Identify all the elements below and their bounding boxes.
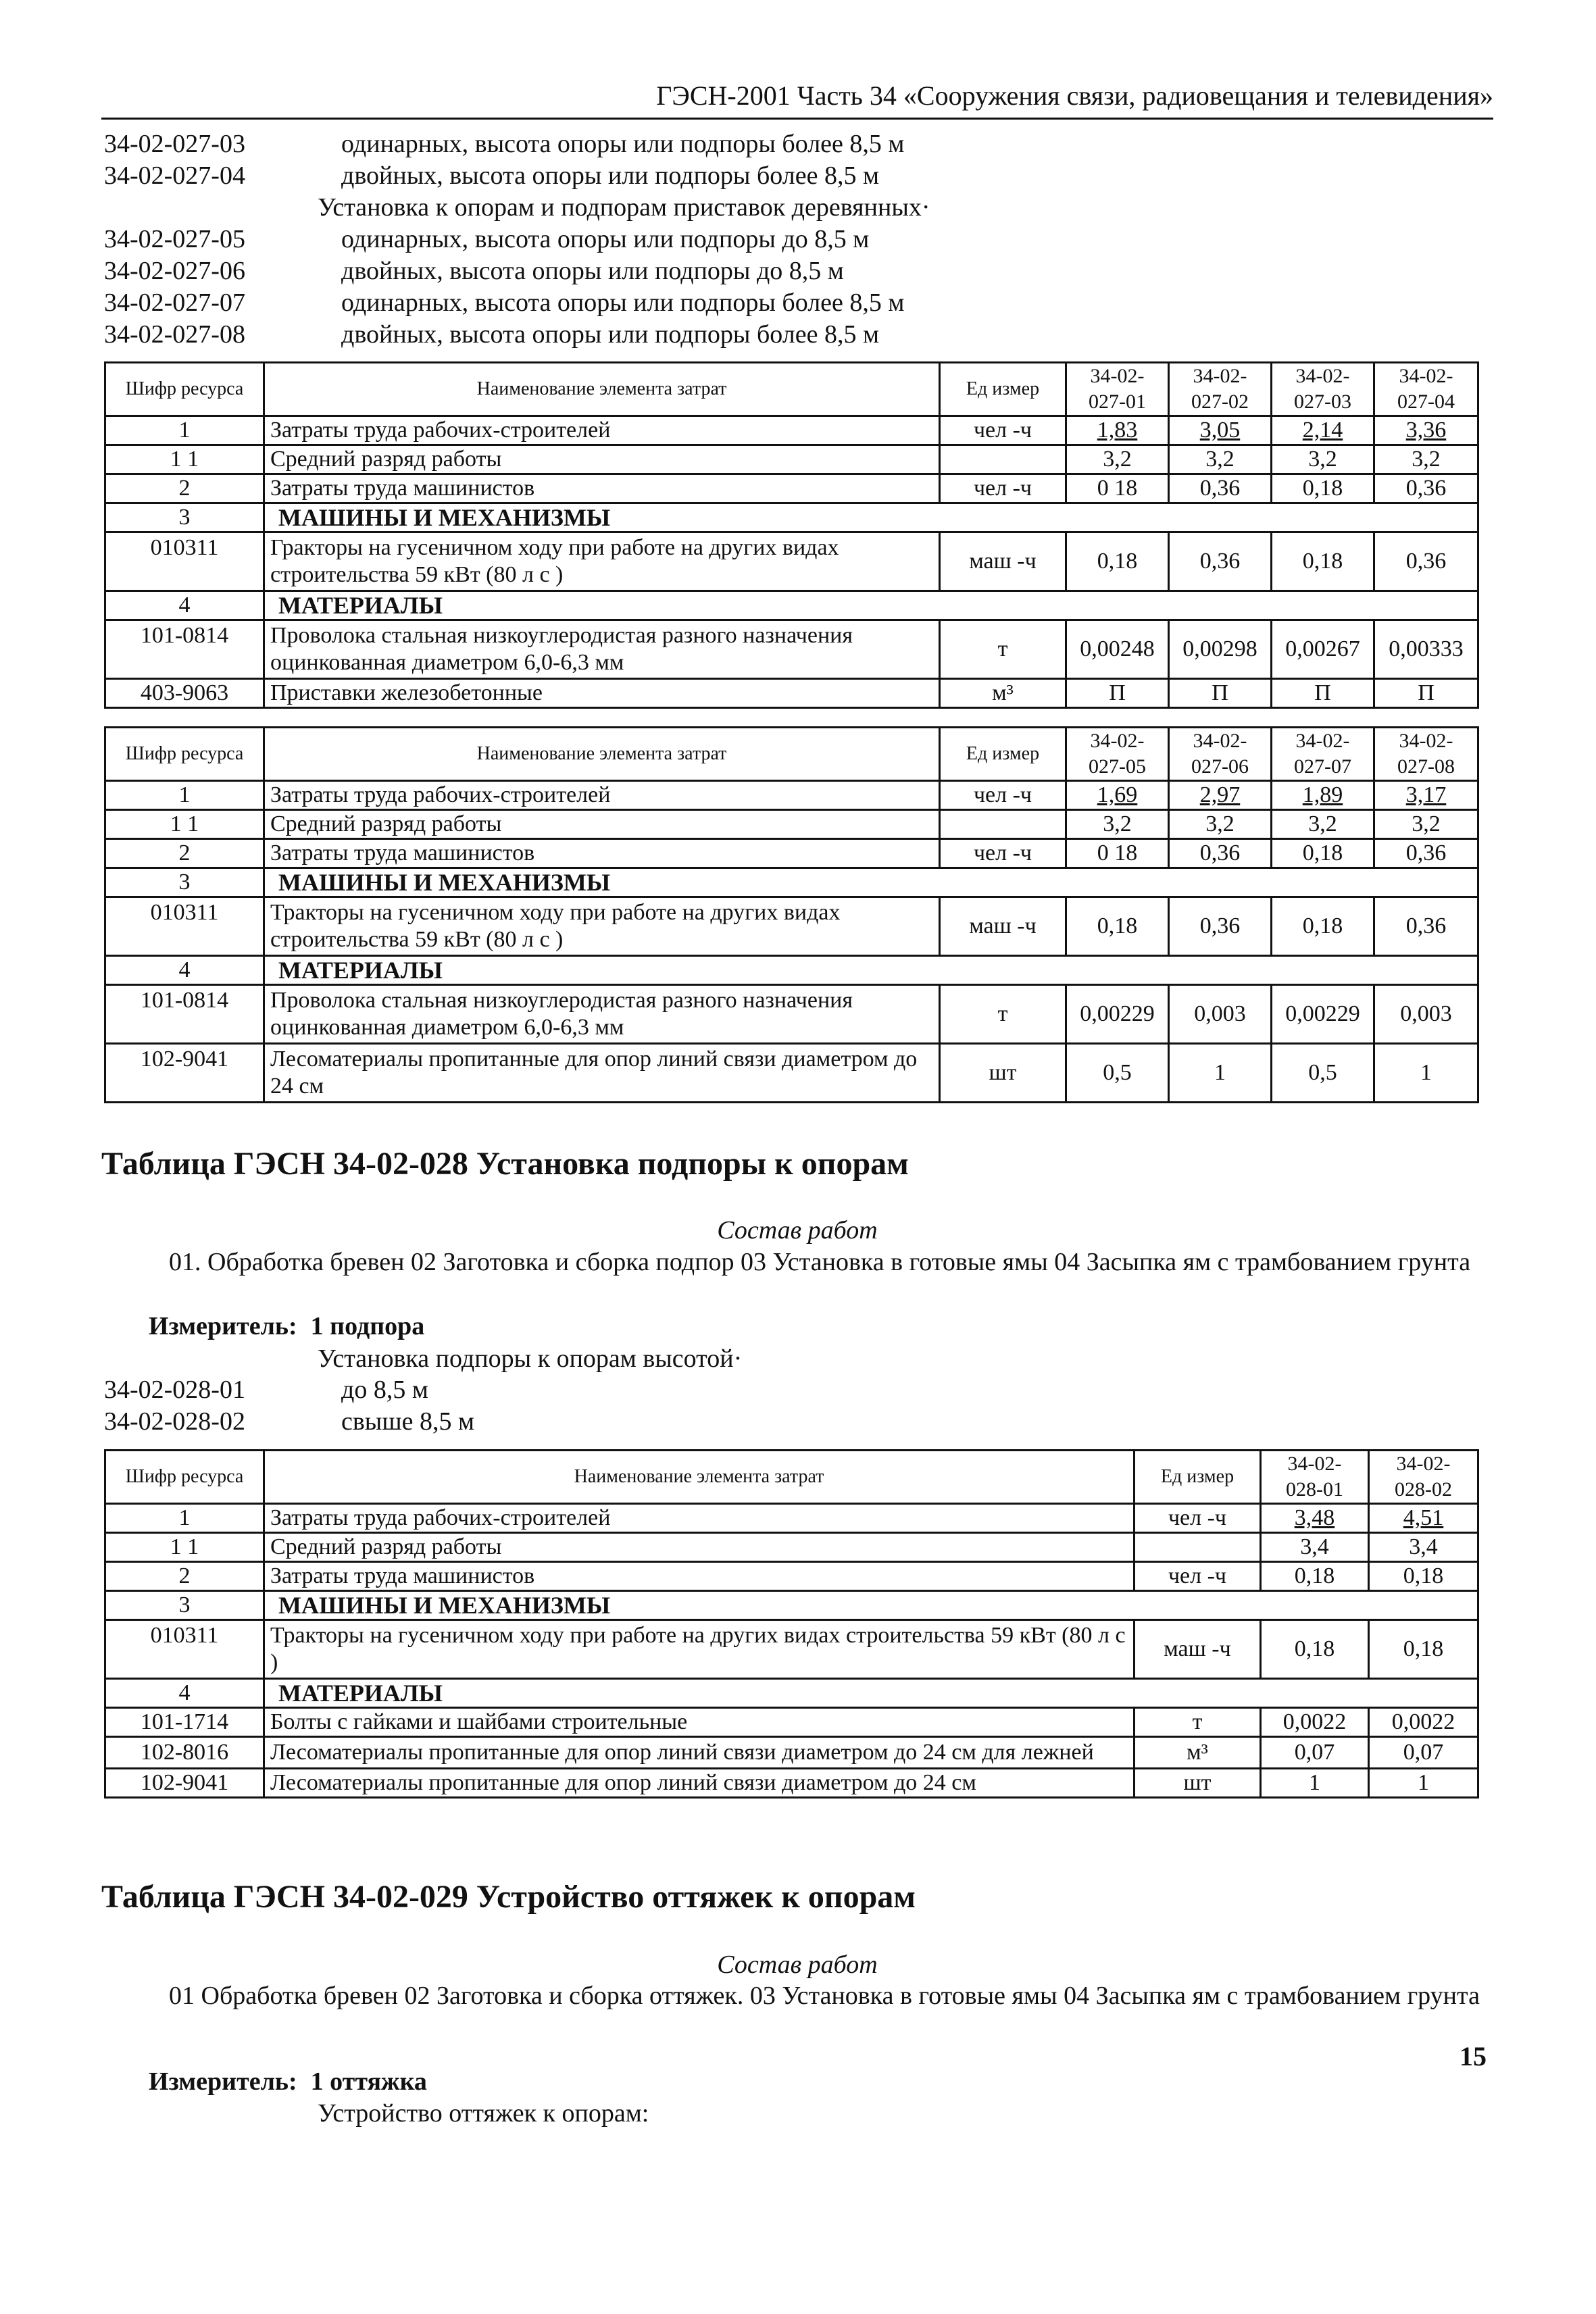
table-row: 1 Затраты труда рабочих-строителей чел -ч 3,48 4,51 [105,1504,1478,1533]
measure-label: Измеритель: [149,1312,297,1340]
table-row: 2 Затраты труда машинистов чел -ч 0,18 0,18 [105,1562,1478,1591]
table-section-row: 3 МАШИНЫ И МЕХАНИЗМЫ [105,868,1478,897]
norm-group-heading: Устройство оттяжек к опорам: [318,2099,649,2128]
table-row: 102-9041 Лесоматериалы пропитанные для опор линий связи диаметром до 24 см шт 0,5 1 0,5 1 [105,1044,1478,1103]
col-header-norm: 34-02- 027-08 [1374,728,1478,781]
measure-line [149,1311,424,1342]
page-number: 15 [1460,2041,1487,2071]
col-header-unit: Ед измер [1134,1451,1261,1504]
norm-code-line: 34-02-027-03 одинарных, высота опоры или подпоры более 8,5 м [104,130,905,158]
col-header-code: Шифр ресурса [105,1451,264,1504]
measure-line [149,2066,427,2097]
table-row: 1 1 Средний разряд работы 3,4 3,4 [105,1533,1478,1562]
works-text: 01 Обработка бревен 02 Заготовка и сборка оттяжек. 03 Установка в готовые ямы 04 Засыпка ям с трамбованием грунта [169,1982,1480,2010]
col-header-norm: 34-02- 027-02 [1169,363,1272,416]
col-header-name: Наименование элемента затрат [264,363,940,416]
table-section-row: 4 МАТЕРИАЛЫ [105,956,1478,985]
table-row: 010311 Гракторы на гусеничном ходу при работе на других видах строительства 59 кВт (80 л с ) маш -ч 0,18 0,36 0,18 0,36 [105,532,1478,591]
norm-group-heading: Установка к опорам и подпорам приставок деревянных· [318,193,930,222]
norm-code-line: 34-02-028-01 до 8,5 м [104,1376,428,1404]
col-header-norm: 34-02- 027-04 [1374,363,1478,416]
col-header-name: Наименование элемента затрат [264,1451,1134,1504]
table-section-row: 3 МАШИНЫ И МЕХАНИЗМЫ [105,1591,1478,1620]
col-header-code: Шифр ресурса [105,728,264,781]
col-header-norm: 34-02- 028-02 [1369,1451,1478,1504]
norm-code-line: 34-02-028-02 свыше 8,5 м [104,1407,475,1436]
col-header-norm: 34-02- 027-03 [1272,363,1374,416]
norm-code-line: 34-02-027-07 одинарных, высота опоры или подпоры более 8,5 м [104,288,905,317]
col-header-name: Наименование элемента затрат [264,728,940,781]
table-row: 403-9063 Приставки железобетонные м³ П П П П [105,679,1478,708]
works-caption: Состав работ [717,1951,878,1979]
table-row: 010311 Тракторы на гусеничном ходу при работе на других видах строительства 59 кВт (80 л с ) маш -ч 0,18 0,36 0,18 0,36 [105,897,1478,956]
table-row: 102-8016 Лесоматериалы пропитанные для опор линий связи диаметром до 24 см для лежней м³ 0,07 0,07 [105,1737,1478,1769]
table-row: 101-0814 Проволока стальная низкоуглеродистая разного назначения оцинкованная диаметром 6,0-6,3 мм т 0,00248 0,00298 0,00267 0,00333 [105,620,1478,679]
measure-label: Измеритель: [149,2067,297,2096]
norm-code-list [101,1374,1493,1438]
works-caption: Состав работ [717,1216,878,1244]
measure-value: 1 подпора [310,1312,425,1340]
norm-code-line: 34-02-027-04 двойных, высота опоры или подпоры более 8,5 м [104,161,880,190]
norm-code-line: 34-02-027-05 одинарных, высота опоры или подпоры до 8,5 м [104,225,870,253]
resource-table-028 [104,1449,1479,1799]
table-section-row: 3 МАШИНЫ И МЕХАНИЗМЫ [105,503,1478,532]
measure-value: 1 оттяжка [310,2067,427,2096]
table-row: 101-1714 Болты с гайками и шайбами строительные т 0,0022 0,0022 [105,1708,1478,1737]
table-section-row: 4 МАТЕРИАЛЫ [105,1679,1478,1708]
col-header-unit: Ед измер [940,728,1066,781]
table-row: 1 1 Средний разряд работы 3,2 3,2 3,2 3,2 [105,445,1478,474]
col-header-norm: 34-02- 027-06 [1169,728,1272,781]
table-row: 2 Затраты труда машинистов чел -ч 0 18 0,36 0,18 0,36 [105,474,1478,503]
table-section-row: 4 МАТЕРИАЛЫ [105,591,1478,620]
running-header: ГЭСН-2001 Часть 34 «Сооружения связи, радиовещания и телевидения» [656,80,1493,111]
norm-code-list [101,128,1493,351]
col-header-code: Шифр ресурса [105,363,264,416]
norm-code-line: 34-02-027-08 двойных, высота опоры или подпоры более 8,5 м [104,320,880,349]
table-row: 1 1 Средний разряд работы 3,2 3,2 3,2 3,2 [105,810,1478,839]
col-header-norm: 34-02- 027-07 [1272,728,1374,781]
table-row: 010311 Тракторы на гусеничном ходу при работе на других видах строительства 59 кВт (80 л с ) маш -ч 0,18 0,18 [105,1620,1478,1679]
resource-table-027-01-04 [104,361,1479,709]
table-header-row [105,1451,1478,1504]
col-header-norm: 34-02- 028-01 [1261,1451,1369,1504]
resource-table-027-05-08 [104,726,1479,1103]
col-header-norm: 34-02- 027-01 [1066,363,1169,416]
table-row: 1 Затраты труда рабочих-строителей чел -ч 1,83 3,05 2,14 3,36 [105,416,1478,445]
table-title-028: Таблица ГЭСН 34-02-028 Установка подпоры к опорам [101,1146,909,1182]
norm-group-heading: Установка подпоры к опорам высотой· [318,1344,743,1373]
works-text: 01. Обработка бревен 02 Заготовка и сборка подпор 03 Установка в готовые ямы 04 Засыпка ям с трамбованием грунта [169,1248,1471,1276]
col-header-unit: Ед измер [940,363,1066,416]
table-row: 102-9041 Лесоматериалы пропитанные для опор линий связи диаметром до 24 см шт 1 1 [105,1769,1478,1798]
col-header-norm: 34-02- 027-05 [1066,728,1169,781]
table-row: 1 Затраты труда рабочих-строителей чел -ч 1,69 2,97 1,89 3,17 [105,781,1478,810]
norm-code-line: 34-02-027-06 двойных, высота опоры или подпоры до 8,5 м [104,257,844,285]
header-rule [101,118,1493,120]
table-header-row [105,363,1478,416]
table-row: 2 Затраты труда машинистов чел -ч 0 18 0,36 0,18 0,36 [105,839,1478,868]
table-row: 101-0814 Проволока стальная низкоуглеродистая разного назначения оцинкованная диаметром 6,0-6,3 мм т 0,00229 0,003 0,00229 0,003 [105,985,1478,1044]
table-header-row [105,728,1478,781]
table-title-029: Таблица ГЭСН 34-02-029 Устройство оттяжек к опорам [101,1879,916,1915]
